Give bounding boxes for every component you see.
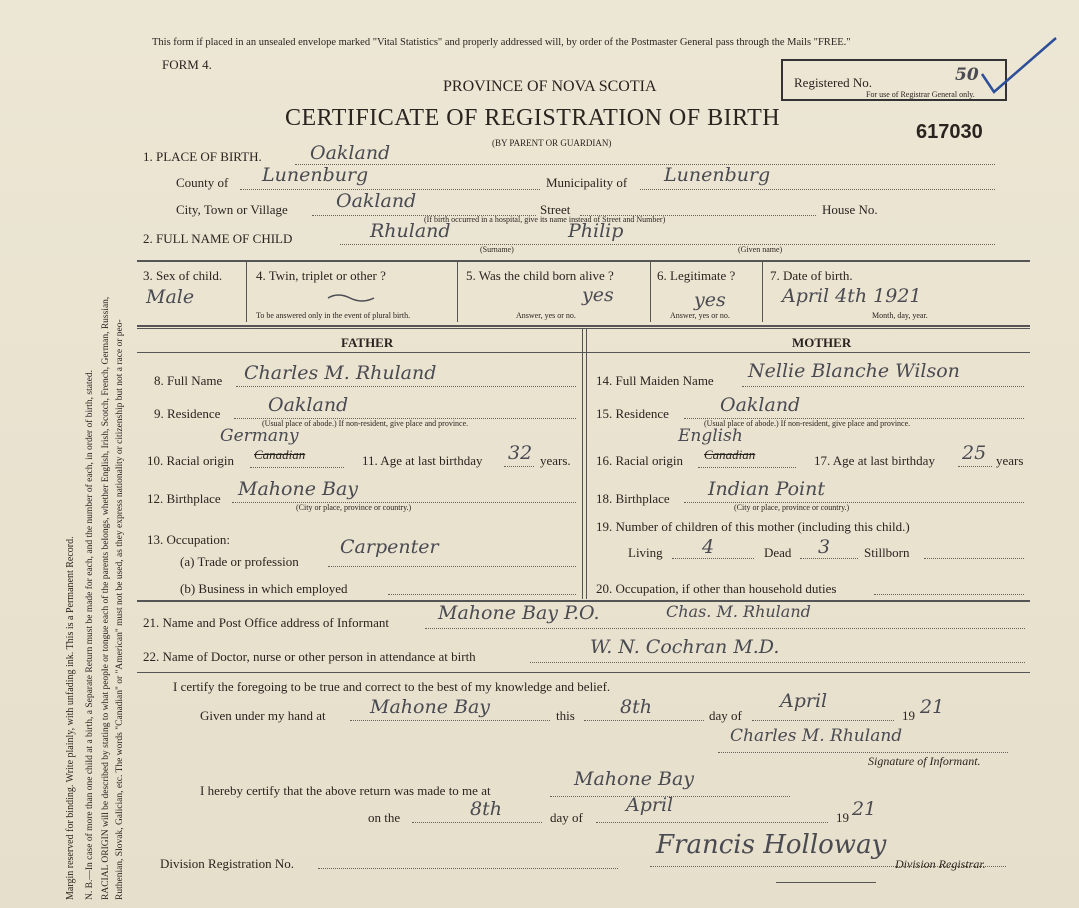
doctor-name: W. N. Cochran M.D.: [590, 636, 780, 658]
doctor-label: 22. Name of Doctor, nurse or other person in attendance at birth: [143, 649, 476, 664]
registrar-year-prefix: 19: [836, 810, 849, 825]
mother-birthplace: Indian Point: [708, 478, 825, 500]
registrar-use-note: For use of Registrar General only.: [866, 90, 975, 99]
father-name: Charles M. Rhuland: [244, 362, 437, 384]
margin-note-3: RACIAL ORIGIN will be described by stating to what people or tongue each of the parents belongs, whether English, Irish, Scotch, French, German, Russian,: [101, 296, 111, 900]
division-registration-label: Division Registration No.: [160, 856, 294, 871]
form-number: FORM 4.: [162, 57, 212, 72]
legitimate-note: Answer, yes or no.: [670, 311, 730, 320]
city-label: City, Town or Village: [176, 202, 288, 217]
margin-note-4: Ruthenian, Slovak, Galician, etc. The words "Canadian" or "American" must not be used, as they express nationality or citizenship but not a race or peo-: [115, 319, 125, 900]
province-title: PROVINCE OF NOVA SCOTIA: [443, 78, 657, 95]
place-of-birth-value: Oakland: [310, 142, 391, 164]
certify-day: 8th: [620, 696, 652, 718]
father-name-label: 8. Full Name: [154, 373, 223, 388]
father-years-label: years.: [540, 453, 571, 468]
mother-racial-struck: Canadian: [704, 447, 756, 462]
certify-year-prefix: 19: [902, 708, 915, 723]
registrar-place: Mahone Bay: [574, 768, 695, 790]
father-birthplace-note: (City or place, province or country.): [296, 503, 412, 512]
trade-label: (a) Trade or profession: [180, 554, 299, 569]
business-label: (b) Business in which employed: [180, 581, 348, 596]
registrar-year: 21: [852, 798, 877, 820]
mother-racial-origin: English: [678, 426, 743, 446]
dob-note: Month, day, year.: [872, 311, 928, 320]
certify-place: Mahone Bay: [370, 696, 491, 718]
alive-note: Answer, yes or no.: [516, 311, 576, 320]
living-count: 4: [702, 536, 715, 558]
certify-this-label: this: [556, 708, 575, 723]
twin-label: 4. Twin, triplet or other ?: [256, 268, 386, 283]
dead-count: 3: [818, 536, 831, 558]
child-name-label: 2. FULL NAME OF CHILD: [143, 231, 293, 246]
dob-value: April 4th 1921: [782, 285, 922, 307]
father-birthplace-label: 12. Birthplace: [147, 491, 221, 506]
county-label: County of: [176, 175, 229, 190]
certify-dayof-label: day of: [709, 708, 742, 723]
mother-residence-note: (Usual place of abode.) If non-resident, give place and province.: [704, 419, 911, 428]
certify-statement: I certify the foregoing to be true and correct to the best of my knowledge and belief.: [173, 679, 611, 694]
father-heading: FATHER: [341, 335, 394, 350]
alive-label: 5. Was the child born alive ?: [466, 268, 614, 283]
stillborn-label: Stillborn: [864, 545, 910, 560]
registrar-statement: I hereby certify that the above return was made to me at: [200, 783, 491, 798]
mother-name-label: 14. Full Maiden Name: [596, 373, 714, 388]
division-registrar-label: Division Registrar.: [895, 857, 986, 871]
informant-name: Chas. M. Rhuland: [666, 602, 811, 621]
informant-signature-label: Signature of Informant.: [868, 754, 981, 768]
father-residence-note: (Usual place of abode.) If non-resident, give place and province.: [262, 419, 469, 428]
mother-name: Nellie Blanche Wilson: [748, 360, 960, 382]
father-birthplace: Mahone Bay: [238, 478, 359, 500]
registrar-dayof-label: day of: [550, 810, 583, 825]
father-age: 32: [508, 442, 533, 464]
sex-label: 3. Sex of child.: [143, 268, 223, 283]
father-racial-origin: Germany: [220, 426, 299, 446]
mother-age: 25: [962, 442, 987, 464]
registered-number: 50: [955, 65, 979, 85]
father-racial-struck: Canadian: [254, 447, 306, 462]
margin-note-1: Margin reserved for binding. Write plainly, with unfading ink. This is a Permanent Record.: [65, 536, 76, 900]
registrar-signature: Francis Holloway: [656, 830, 887, 860]
mother-heading: MOTHER: [792, 335, 852, 350]
mother-birthplace-note: (City or place, province or country.): [734, 503, 850, 512]
given-under-label: Given under my hand at: [200, 708, 326, 723]
registered-label: Registered No.: [794, 75, 872, 90]
legitimate-label: 6. Legitimate ?: [657, 268, 736, 283]
occupation-label: 13. Occupation:: [147, 532, 231, 547]
informant-signature: Charles M. Rhuland: [730, 726, 903, 746]
municipality-value: Lunenburg: [664, 164, 771, 186]
mother-years-label: years: [996, 453, 1024, 468]
father-residence-label: 9. Residence: [154, 406, 221, 421]
mother-residence: Oakland: [720, 394, 801, 416]
living-label: Living: [628, 545, 663, 560]
registrar-day: 8th: [470, 798, 502, 820]
street-label: Street: [540, 202, 571, 217]
mother-age-label: 17. Age at last birthday: [814, 453, 935, 468]
house-number-label: House No.: [822, 202, 878, 217]
twin-dash-mark: [326, 292, 376, 304]
given-name-caption: (Given name): [738, 245, 783, 254]
place-of-birth-label: 1. PLACE OF BIRTH.: [143, 149, 262, 164]
informant-address: Mahone Bay P.O.: [438, 602, 600, 624]
father-age-label: 11. Age at last birthday: [362, 453, 483, 468]
informant-label: 21. Name and Post Office address of Informant: [143, 615, 389, 630]
certificate-title: CERTIFICATE OF REGISTRATION OF BIRTH: [285, 105, 781, 131]
children-label: 19. Number of children of this mother (including this child.): [596, 519, 910, 534]
mother-residence-label: 15. Residence: [596, 406, 669, 421]
father-racial-label: 10. Racial origin: [147, 453, 235, 468]
certify-month: April: [780, 690, 828, 712]
dead-label: Dead: [764, 545, 792, 560]
child-surname: Rhuland: [370, 220, 451, 242]
mother-occupation-label: 20. Occupation, if other than household duties: [596, 581, 837, 596]
city-value: Oakland: [336, 190, 417, 212]
certify-year: 21: [920, 696, 945, 718]
municipality-label: Municipality of: [546, 175, 628, 190]
margin-note-2: N. B.—In case of more than one child at a birth, a Separate Return must be made for each, and the number of each, in order of birth, stated.: [85, 370, 95, 900]
surname-caption: (Surname): [480, 245, 514, 254]
county-value: Lunenburg: [262, 164, 369, 186]
registrar-month: April: [626, 794, 674, 816]
serial-number: 617030: [916, 121, 983, 143]
hospital-note: (If birth occurred in a hospital, give its name instead of Street and Number): [424, 215, 666, 224]
father-residence: Oakland: [268, 394, 349, 416]
check-mark-icon: [980, 36, 1060, 96]
alive-value: yes: [582, 284, 614, 306]
mother-birthplace-label: 18. Birthplace: [596, 491, 670, 506]
certificate-subtitle: (BY PARENT OR GUARDIAN): [492, 138, 612, 148]
father-trade: Carpenter: [340, 536, 439, 558]
mail-notice: This form if placed in an unsealed envelope marked "Vital Statistics" and properly addressed will, by order of the Postmaster General pass through the Mails "FREE.": [152, 37, 851, 48]
legitimate-value: yes: [694, 289, 726, 311]
registrar-on-label: on the: [368, 810, 401, 825]
dob-label: 7. Date of birth.: [770, 268, 853, 283]
sex-value: Male: [146, 286, 195, 308]
mother-racial-label: 16. Racial origin: [596, 453, 684, 468]
child-given-name: Philip: [568, 220, 624, 242]
twin-note: To be answered only in the event of plural birth.: [256, 311, 411, 320]
